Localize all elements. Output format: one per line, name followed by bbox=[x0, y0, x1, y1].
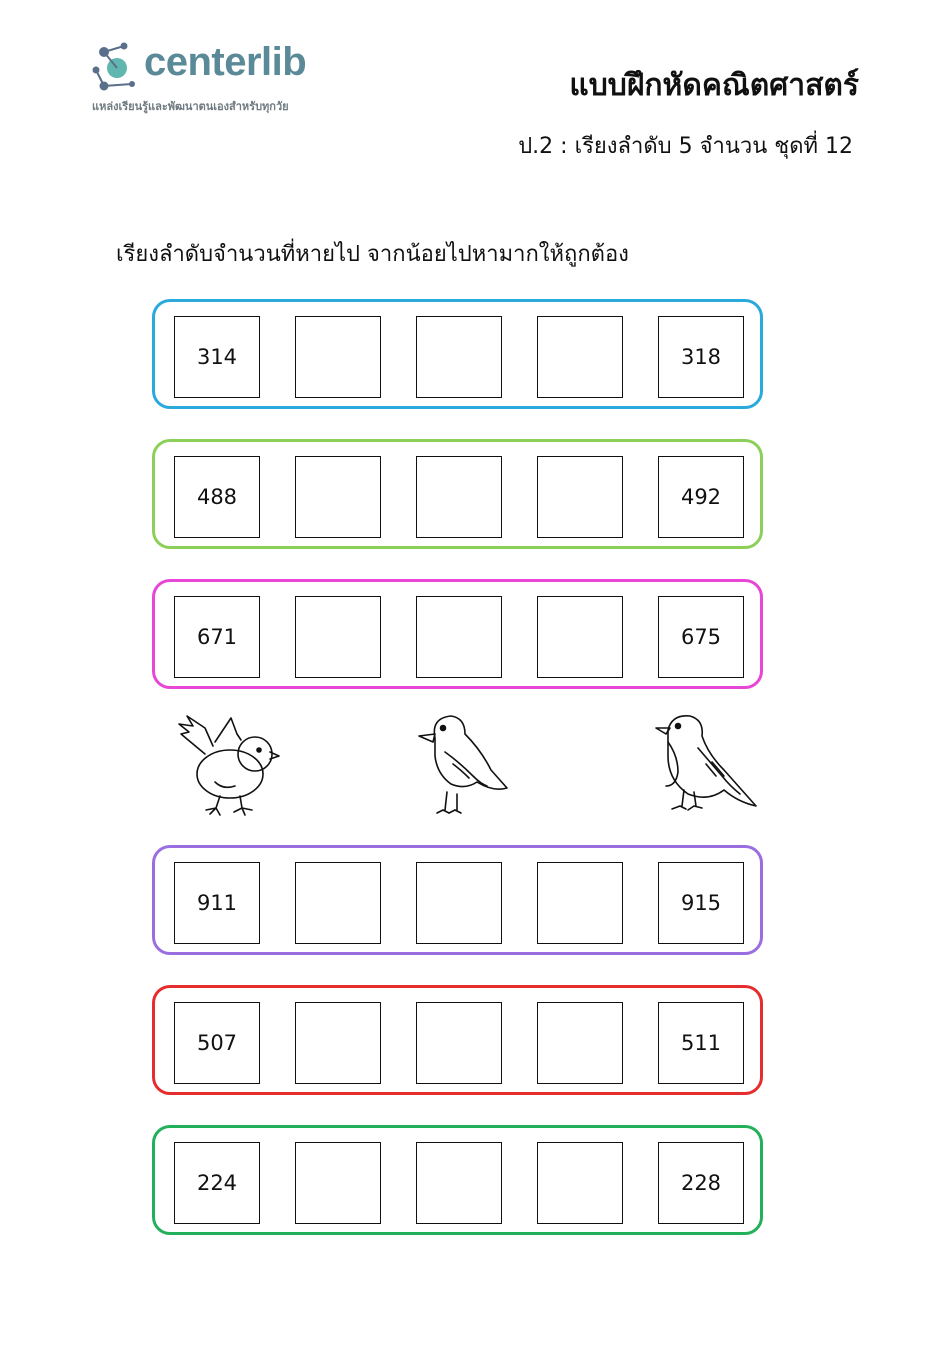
page-title: แบบฝึกหัดคณิตศาสตร์ bbox=[569, 68, 859, 103]
number-box: 492 bbox=[658, 456, 744, 538]
number-box: 507 bbox=[174, 1002, 260, 1084]
centerlib-logo bbox=[92, 40, 352, 120]
number-box: 915 bbox=[658, 862, 744, 944]
number-row bbox=[152, 845, 763, 955]
number-box: 488 bbox=[174, 456, 260, 538]
answer-box[interactable] bbox=[295, 1002, 381, 1084]
answer-box[interactable] bbox=[416, 316, 502, 398]
answer-box[interactable] bbox=[416, 862, 502, 944]
bird-illustrations bbox=[160, 710, 780, 830]
answer-box[interactable] bbox=[537, 1002, 623, 1084]
answer-box[interactable] bbox=[295, 862, 381, 944]
number-row bbox=[152, 1125, 763, 1235]
instruction-text: เรียงลำดับจำนวนที่หายไป จากน้อยไปหามากให้ถูกต้อง bbox=[116, 242, 629, 267]
answer-box[interactable] bbox=[537, 862, 623, 944]
page-subtitle: ป.2 : เรียงลำดับ 5 จำนวน ชุดที่ 12 bbox=[518, 134, 853, 159]
robin-icon bbox=[650, 710, 765, 822]
number-row bbox=[152, 299, 763, 409]
sparrow-icon bbox=[405, 712, 515, 822]
answer-box[interactable] bbox=[537, 456, 623, 538]
chick-icon bbox=[175, 712, 285, 822]
number-row bbox=[152, 579, 763, 689]
answer-box[interactable] bbox=[295, 1142, 381, 1224]
logo-brand: centerlib bbox=[144, 40, 307, 84]
answer-box[interactable] bbox=[295, 456, 381, 538]
answer-box[interactable] bbox=[416, 1002, 502, 1084]
number-row bbox=[152, 985, 763, 1095]
number-box: 224 bbox=[174, 1142, 260, 1224]
answer-box[interactable] bbox=[295, 316, 381, 398]
molecule-logo-icon bbox=[92, 40, 142, 92]
answer-box[interactable] bbox=[537, 1142, 623, 1224]
number-box: 314 bbox=[174, 316, 260, 398]
logo-tagline: แหล่งเรียนรู้และพัฒนาตนเองสำหรับทุกวัย bbox=[92, 100, 289, 113]
number-row bbox=[152, 439, 763, 549]
number-box: 318 bbox=[658, 316, 744, 398]
answer-box[interactable] bbox=[537, 596, 623, 678]
answer-box[interactable] bbox=[416, 456, 502, 538]
number-box: 511 bbox=[658, 1002, 744, 1084]
answer-box[interactable] bbox=[295, 596, 381, 678]
answer-box[interactable] bbox=[416, 596, 502, 678]
number-box: 911 bbox=[174, 862, 260, 944]
answer-box[interactable] bbox=[416, 1142, 502, 1224]
number-box: 671 bbox=[174, 596, 260, 678]
number-box: 675 bbox=[658, 596, 744, 678]
number-box: 228 bbox=[658, 1142, 744, 1224]
answer-box[interactable] bbox=[537, 316, 623, 398]
